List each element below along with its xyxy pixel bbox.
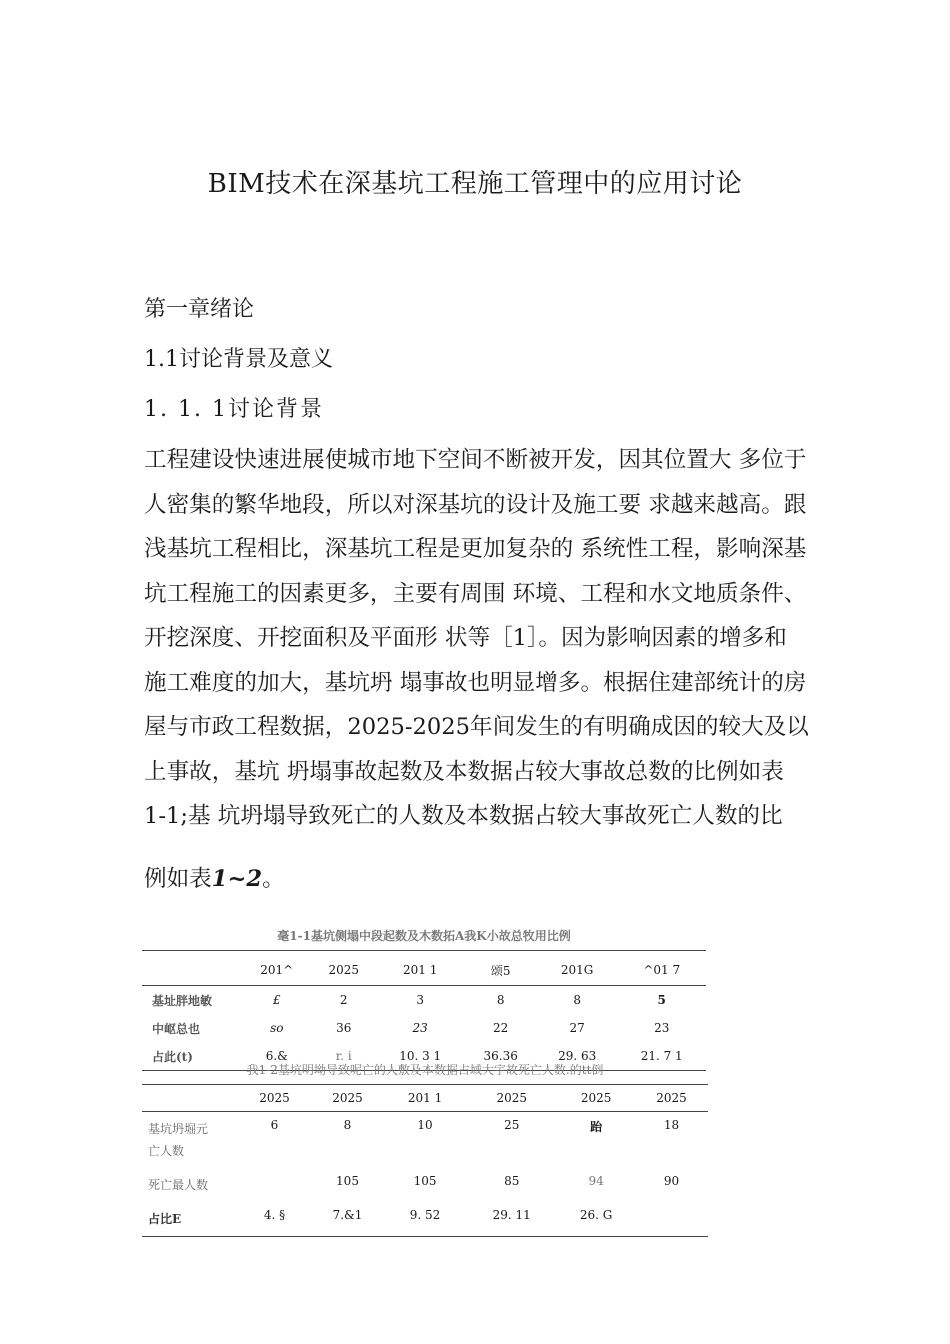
table-cell: 4. §	[263, 1208, 286, 1222]
paragraph-line: 开挖深度、开挖面积及平面形 状等［1］。因为影响因素的增多和	[144, 625, 787, 651]
section-heading: 1.1讨论背景及意义	[144, 347, 333, 372]
table-cell: 85	[504, 1174, 520, 1188]
table-header-cell	[142, 1085, 238, 1112]
table-cell: 8	[343, 1118, 352, 1132]
table-cell: 6.&	[265, 1049, 288, 1063]
table-cell: 10. 3 1	[399, 1049, 442, 1063]
table-row-label: 死亡最人数	[148, 1178, 209, 1192]
table-cell: 27	[569, 1021, 585, 1035]
paragraph-line: 人密集的繁华地段，所以对深基坑的设计及施工要 求越来越高。跟	[144, 491, 807, 518]
subsection-heading: 1. 1. 1讨论背景	[144, 397, 324, 422]
paragraph-line: 上事故，基坑 坍塌事故起数及本数据占较大事故总数的比例如表	[144, 758, 784, 785]
table-cell: so	[270, 1021, 284, 1035]
table-cell: 22	[493, 1021, 509, 1035]
table-cell: 5	[657, 993, 666, 1007]
table-header-cell: 2025	[332, 1091, 363, 1105]
table-cell: r. i	[335, 1049, 352, 1063]
table-cell: 94	[588, 1174, 604, 1188]
table-row	[142, 1112, 708, 1169]
table-cell: 跆	[590, 1120, 603, 1134]
body-paragraph	[144, 438, 874, 901]
paragraph-line: 1-1;基 坑坍塌导致死亡的人数及本数据占较大事故死亡人数的比	[144, 803, 783, 829]
paragraph-line: 浅基坑工程相比，深基坑工程是更加复杂的 系统性工程，影响深基	[144, 536, 807, 562]
table-cell: 105	[413, 1174, 437, 1188]
paragraph-line: 坑工程施工的因素更多，主要有周围 环境、工程和水文地质条件、	[144, 580, 807, 607]
table-row	[142, 986, 706, 1015]
table-cell: 2	[339, 993, 348, 1007]
table-header-cell: 2025	[580, 1091, 612, 1105]
table-header-cell: 201G	[560, 963, 594, 977]
table-cell: 7.&1	[332, 1208, 363, 1222]
table-cell: 8	[496, 993, 505, 1007]
paragraph-line: 屋与市政工程数据，2025-2025年间发生的有明确成因的较大及以	[144, 714, 809, 740]
table-row-label: 基坑坍堀元 亡人数	[148, 1122, 209, 1158]
table-header-cell: 201 1	[403, 963, 438, 977]
table-cell: 6	[270, 1118, 279, 1132]
table-row-label: 基址胖地敏	[152, 993, 213, 1008]
table-header-cell: 2025	[656, 1091, 687, 1105]
table-2	[142, 1059, 708, 1237]
table-header-cell: 2025	[496, 1091, 527, 1105]
table-cell: 25	[504, 1118, 520, 1132]
table-cell	[635, 1202, 708, 1237]
table-cell: 36.36	[483, 1049, 518, 1063]
table-cell: 105	[336, 1174, 359, 1188]
document-title: BIM技术在深基坑工程施工管理中的应用讨论	[207, 169, 743, 199]
table-cell: 21. 7 1	[640, 1049, 683, 1063]
table-row	[142, 1202, 708, 1237]
table-row-label: 占比E	[148, 1212, 182, 1226]
table-2-caption: 我1-2基坑明坳导致呢亡的人敷及本数据占域大宇故死亡人数.的tt倒	[246, 1063, 604, 1077]
chapter-heading: 第一章绪论	[144, 297, 255, 322]
table-cell: 10	[417, 1118, 433, 1132]
table-1	[142, 925, 706, 1071]
table-cell: 29. 63	[558, 1049, 597, 1063]
paragraph-line: 施工难度的加大，基坑坍 塌事故也明显增多。根据住建部统计的房	[144, 669, 807, 696]
paragraph-text: 例如表	[144, 865, 212, 892]
table-row	[142, 1168, 708, 1202]
table-1-caption: 毫1-1基坑侧塌中段起数及木数拓A我K小故总牧用比例	[277, 929, 571, 943]
table-reference: 1~2	[211, 865, 263, 892]
table-row	[142, 1014, 706, 1042]
table-cell: £	[272, 993, 281, 1007]
paragraph-line-last	[144, 857, 874, 902]
table-cell: 9. 52	[409, 1208, 441, 1222]
table-header-row	[142, 1085, 708, 1112]
table-cell: 18	[663, 1118, 680, 1132]
table-cell: 3	[416, 993, 424, 1007]
table-row-label: 中岖总也	[152, 1021, 201, 1036]
table-header-cell	[142, 951, 242, 986]
table-cell: 23	[412, 1021, 428, 1035]
table-cell: 36	[336, 1021, 352, 1035]
paragraph-text: 。	[262, 865, 285, 892]
table-header-cell: 2025	[328, 963, 359, 977]
table-row-label: 占此(t)	[152, 1049, 193, 1064]
table-header-cell: 2025	[259, 1091, 290, 1105]
table-cell	[238, 1168, 311, 1202]
table-cell: 23	[654, 1021, 670, 1035]
table-cell: 90	[663, 1174, 680, 1188]
table-header-row	[142, 951, 706, 986]
table-header-cell: 201^	[260, 963, 294, 977]
table-cell: 29. 11	[492, 1208, 531, 1222]
table-cell: 26. G	[579, 1208, 613, 1222]
table-cell: 8	[573, 993, 581, 1007]
paragraph-line: 工程建设快速进展使城市地下空间不断被开发，因其位置大 多位于	[144, 447, 807, 473]
table-header-cell: 颂5	[490, 963, 511, 978]
table-header-cell: ^01 7	[643, 963, 681, 977]
table-header-cell: 201 1	[407, 1091, 443, 1105]
